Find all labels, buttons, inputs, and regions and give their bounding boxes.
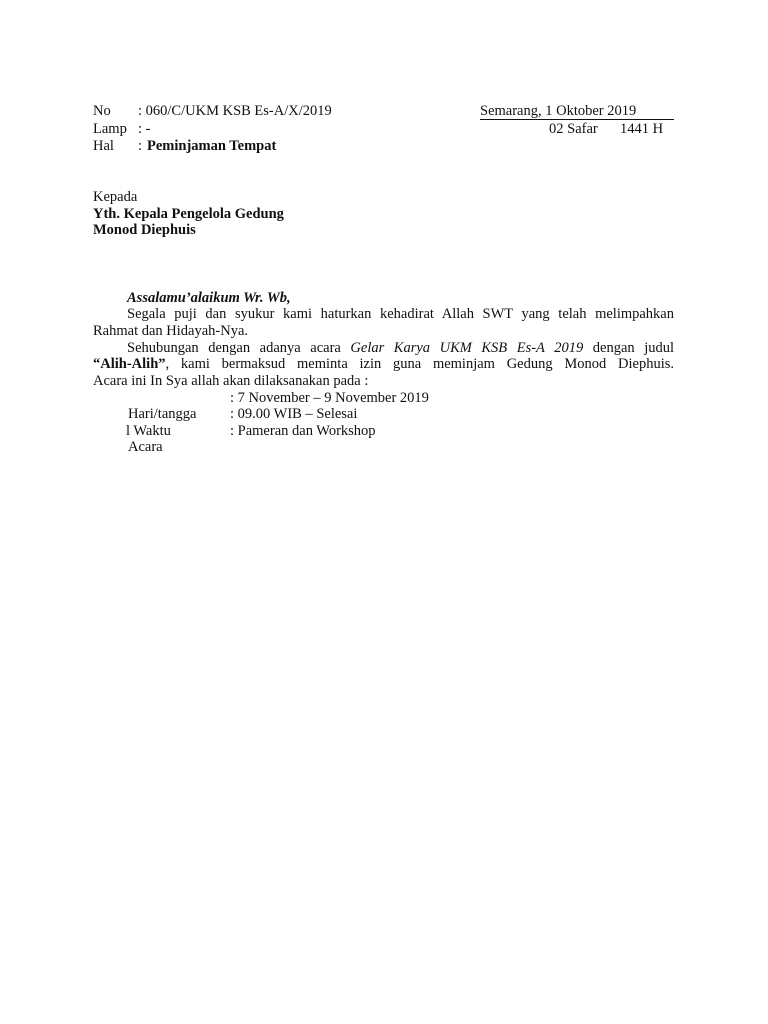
date-divider — [480, 119, 674, 120]
lamp-value: : - — [138, 121, 151, 137]
event-title: “Alih-Alih” — [93, 356, 166, 372]
hal-colon: : — [138, 138, 143, 154]
paragraph-1-line-1: Segala puji dan syukur kami haturkan kehadirat Allah SWT yang telah melimpahkan — [127, 306, 674, 322]
paragraph-2-line-3: Acara ini In Sya allah akan dilaksanakan pada : — [93, 373, 369, 389]
event-name: Gelar Karya UKM KSB Es-A 2019 — [350, 340, 584, 356]
detail-value-event: : Pameran dan Workshop — [230, 423, 376, 439]
hal-value: Peminjaman Tempat — [147, 138, 277, 154]
greeting: Assalamu’alaikum Wr. Wb, — [127, 290, 291, 306]
hijri-day: 02 Safar — [549, 121, 598, 137]
detail-value-time: : 09.00 WIB – Selesai — [230, 406, 358, 422]
detail-label-waktu: l Waktu — [126, 423, 171, 439]
detail-value-date: : 7 November – 9 November 2019 — [230, 390, 429, 406]
recipient-line1: Yth. Kepala Pengelola Gedung — [93, 206, 284, 222]
detail-label-acara: Acara — [128, 439, 163, 455]
detail-label-hari: Hari/tangga — [128, 406, 197, 422]
recipient-line2: Monod Diephuis — [93, 222, 196, 238]
hijri-year: 1441 H — [620, 121, 664, 137]
no-value: : 060/C/UKM KSB Es-A/X/2019 — [138, 103, 332, 119]
paragraph-2-request: , kami bermaksud meminta izin guna meminjam Gedung Monod Diephuis. — [165, 356, 674, 372]
paragraph-2-line-2 — [93, 356, 674, 373]
recipient-kepada: Kepada — [93, 189, 138, 205]
paragraph-2-line-1 — [127, 340, 674, 357]
paragraph-2-judul: dengan judul — [592, 340, 674, 356]
no-label: No — [93, 103, 111, 119]
lamp-label: Lamp — [93, 121, 127, 137]
hal-label: Hal — [93, 138, 114, 154]
city-date: Semarang, 1 Oktober 2019 — [480, 103, 637, 119]
paragraph-2-intro: Sehubungan dengan adanya acara — [127, 340, 351, 356]
paragraph-1-line-2: Rahmat dan Hidayah-Nya. — [93, 323, 249, 339]
